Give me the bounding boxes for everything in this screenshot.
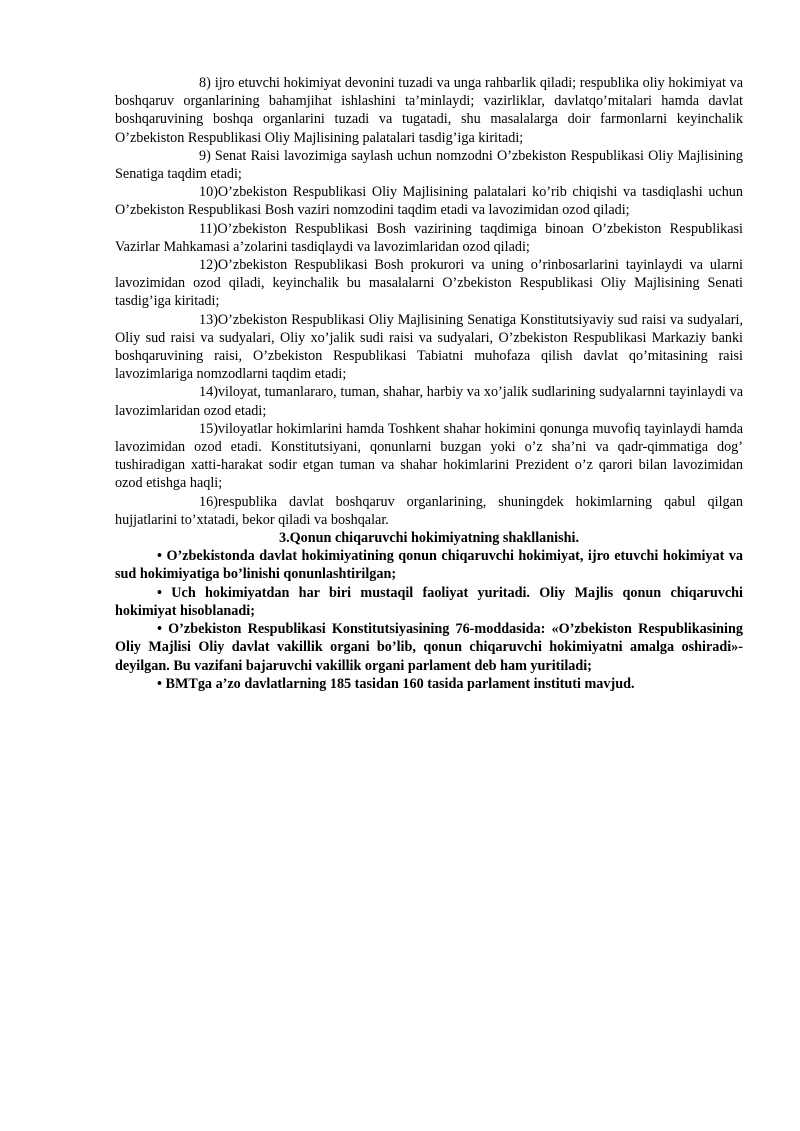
list-item xyxy=(115,74,743,147)
item-number: 10) xyxy=(199,184,218,201)
document-page xyxy=(115,74,743,693)
item-text: ijro etuvchi hokimiyat devonini tuzadi va unga rahbarlik qiladi; respublika oliy hokimiyat va boshqaruv organlarining bahamjihat ishlashini ta’minlaydi; vazirliklar, davlatqo’mitalari hamda davlat boshqaruvining boshqa organlarini tuzadi va tugatadi, shu masalalarga doir farmonlarni keyinchalik O’zbekiston Respublikasi Oliy Majlisining palatalari tasdig’iga kiritadi; xyxy=(115,75,743,146)
bullet-item: • O’zbekistonda davlat hokimiyatining qonun chiqaruvchi hokimiyat, ijro etuvchi hokimiyat va sud hokimiyatiga bo’linishi qonunlashtirilgan; xyxy=(115,548,743,583)
item-number: 12) xyxy=(199,257,218,274)
list-item xyxy=(115,147,743,183)
bullet-item: • O’zbekiston Respublikasi Konstitutsiyasining 76-moddasida: «O’zbekiston Respublikasining Oliy Majlisi Oliy davlat vakillik organi bo’lib, qonun chiqaruvchi hokimiyatni amalga oshiradi»-deyilgan. Bu vazifani bajaruvchi vakillik organi parlament deb ham yuritiladi; xyxy=(115,621,743,674)
item-text: viloyatlar hokimlarini hamda Toshkent shahar hokimini qonunga muvofiq tayinlaydi hamda lavozimidan ozod etadi. Konstitutsiyani, qonunlarni buzgan yoki o’z sha’ni va qadr-qimmatiga dog’ tushiradigan xatti-harakat sodir etgan tuman va shahar hokimlarini Prezident o’z qarori bilan lavozimidan ozod etishga haqli; xyxy=(115,420,743,492)
item-text: viloyat, tumanlararo, tuman, shahar, harbiy va xo’jalik sudlarining sudyalarnni tayinlaydi va lavozimlaridan ozod etadi; xyxy=(115,384,743,419)
list-item xyxy=(115,256,743,311)
item-text: respublika davlat boshqaruv organlarining, shuningdek hokimlarning qabul qilgan hujjatlarini to’xtatadi, bekor qiladi va boshqalar. xyxy=(115,493,743,528)
list-item xyxy=(115,493,743,529)
list-item xyxy=(115,383,743,419)
item-text: O’zbekiston Respublikasi Oliy Majlisining Senatiga Konstitutsiyaviy sud raisi va sudyalari, Oliy sud raisi va sudyalari, Oliy xo’jalik sudi raisi va sudyalari, O’zbekiston Respublikasi Markaziy banki boshqaruvining raisi, O’zbekiston Respublikasi Tabiatni muhofaza qilish davlat qo’mitasining raisi lavozimlariga nomzodlarni taqdim etadi; xyxy=(115,311,743,383)
item-number: 13) xyxy=(199,311,218,328)
list-item xyxy=(115,420,743,493)
item-number: 8) xyxy=(199,75,211,91)
item-number: 11) xyxy=(199,220,218,237)
item-number: 9) xyxy=(199,147,211,164)
section-heading: 3.Qonun chiqaruvchi hokimiyatning shakllanishi. xyxy=(278,530,580,547)
list-item xyxy=(115,311,743,384)
list-item xyxy=(115,183,743,219)
item-text: O’zbekiston Respublikasi Oliy Majlisining palatalari ko’rib chiqishi va tasdiqlashi uchun O’zbekiston Respublikasi Bosh vaziri nomzodini taqdim etadi va lavozimidan ozod qiladi; xyxy=(115,184,743,219)
item-number: 16) xyxy=(199,493,218,510)
item-number: 15) xyxy=(199,420,218,437)
item-text: O’zbekiston Respublikasi Bosh prokurori va uning o’rinbosarlarini tayinlaydi va ularni lavozimidan ozod qiladi, keyinchalik bu masalalarni O’zbekiston Respublikasi Oliy Majlisining Senati tasdig’iga kiritadi; xyxy=(115,257,743,310)
bullet-item: • BMTga a’zo davlatlarning 185 tasidan 160 tasida parlament instituti mavjud. xyxy=(157,675,635,692)
item-number: 14) xyxy=(199,384,218,401)
item-text: O’zbekiston Respublikasi Bosh vazirining taqdimiga binoan O’zbekiston Respublikasi Vazirlar Mahkamasi a’zolarini tasdiqlaydi va lavozimlaridan ozod qiladi; xyxy=(115,220,743,255)
bullet-item: • Uch hokimiyatdan har biri mustaqil faoliyat yuritadi. Oliy Majlis qonun chiqaruvchi hokimiyat hisoblanadi; xyxy=(115,584,743,619)
list-item xyxy=(115,220,743,256)
item-text: Senat Raisi lavozimiga saylash uchun nomzodni O’zbekiston Respublikasi Oliy Majlisining Senatiga taqdim etadi; xyxy=(115,147,743,183)
